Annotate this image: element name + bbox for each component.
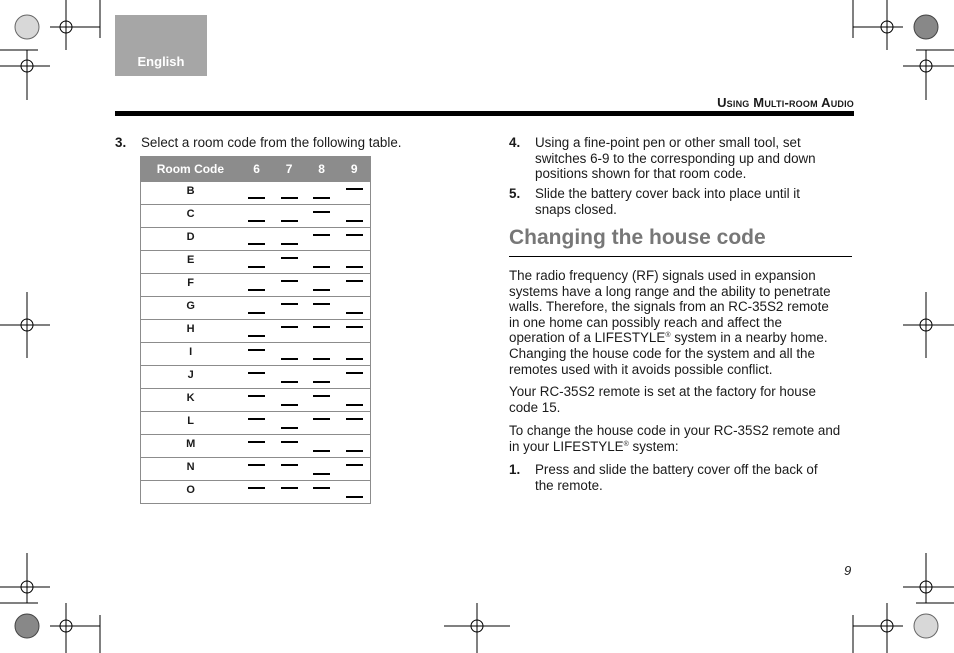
switch-position-down bbox=[313, 473, 330, 475]
switch-cell bbox=[338, 389, 371, 412]
switch-cell bbox=[338, 228, 371, 251]
heading-rule bbox=[509, 256, 852, 257]
switch-cell bbox=[338, 481, 371, 504]
switch-cell bbox=[338, 412, 371, 435]
switch-position-up bbox=[281, 487, 298, 489]
switch-cell bbox=[338, 274, 371, 297]
table-row bbox=[141, 297, 371, 320]
language-tab: English bbox=[115, 15, 207, 76]
step-line: positions shown for that room code. bbox=[535, 166, 747, 182]
paragraph-rf-signals bbox=[509, 268, 854, 377]
switch-cell bbox=[305, 320, 338, 343]
registered-mark: ® bbox=[665, 332, 671, 340]
switch-position-up bbox=[313, 303, 330, 305]
table-row bbox=[141, 366, 371, 389]
table-row bbox=[141, 228, 371, 251]
header-rule bbox=[115, 111, 854, 116]
switch-position-down bbox=[313, 197, 330, 199]
switch-position-down bbox=[248, 266, 265, 268]
switch-position-down bbox=[346, 266, 363, 268]
switch-position-up bbox=[281, 464, 298, 466]
switch-position-down bbox=[248, 220, 265, 222]
switch-position-up bbox=[281, 303, 298, 305]
table-row bbox=[141, 412, 371, 435]
switch-position-up bbox=[281, 280, 298, 282]
switch-position-down bbox=[281, 404, 298, 406]
switch-cell bbox=[305, 435, 338, 458]
switch-position-down bbox=[281, 427, 298, 429]
switch-cell bbox=[305, 481, 338, 504]
switch-cell bbox=[273, 366, 306, 389]
switch-cell bbox=[305, 182, 338, 205]
column-header: 7 bbox=[273, 157, 306, 182]
switch-cell bbox=[240, 274, 273, 297]
switch-cell bbox=[273, 320, 306, 343]
switch-position-down bbox=[313, 358, 330, 360]
switch-cell bbox=[305, 251, 338, 274]
switch-position-up bbox=[248, 349, 265, 351]
switch-position-up bbox=[313, 418, 330, 420]
switch-cell bbox=[338, 182, 371, 205]
para-line: systems have a long range and the ability to penetrate bbox=[509, 283, 831, 299]
switch-position-down bbox=[281, 220, 298, 222]
step-number: 1. bbox=[509, 462, 521, 477]
step-text bbox=[535, 462, 818, 493]
switch-cell bbox=[273, 412, 306, 435]
table-row bbox=[141, 343, 371, 366]
table-body bbox=[141, 182, 371, 504]
switch-position-down bbox=[281, 381, 298, 383]
switch-cell bbox=[273, 481, 306, 504]
room-code-cell: B bbox=[141, 182, 241, 205]
switch-position-down bbox=[248, 243, 265, 245]
switch-position-down bbox=[346, 496, 363, 498]
switch-position-up bbox=[248, 441, 265, 443]
switch-position-down bbox=[248, 197, 265, 199]
switch-cell bbox=[240, 389, 273, 412]
switch-position-down bbox=[313, 289, 330, 291]
switch-position-up bbox=[248, 418, 265, 420]
step-line: the remote. bbox=[535, 477, 603, 493]
step-number: 5. bbox=[509, 186, 521, 201]
step-text: Select a room code from the following table. bbox=[141, 135, 402, 150]
switch-position-up bbox=[248, 395, 265, 397]
para-line: code 15. bbox=[509, 399, 561, 415]
switch-position-down bbox=[346, 220, 363, 222]
table-row bbox=[141, 182, 371, 205]
paragraph-change-intro bbox=[509, 423, 854, 454]
switch-cell bbox=[240, 458, 273, 481]
switch-position-up bbox=[281, 257, 298, 259]
para-line: in your LIFESTYLE bbox=[509, 438, 624, 454]
switch-cell bbox=[305, 389, 338, 412]
table-row bbox=[141, 481, 371, 504]
room-code-cell: N bbox=[141, 458, 241, 481]
page-number: 9 bbox=[844, 563, 852, 578]
para-line: Your RC-35S2 remote is set at the factory for house bbox=[509, 384, 816, 399]
switch-cell bbox=[273, 458, 306, 481]
switch-cell bbox=[240, 228, 273, 251]
room-code-cell: F bbox=[141, 274, 241, 297]
switch-cell bbox=[305, 366, 338, 389]
switch-position-down bbox=[346, 358, 363, 360]
switch-cell bbox=[338, 297, 371, 320]
switch-position-up bbox=[313, 234, 330, 236]
switch-position-up bbox=[346, 326, 363, 328]
switch-cell bbox=[338, 343, 371, 366]
switch-cell bbox=[273, 389, 306, 412]
room-code-cell: E bbox=[141, 251, 241, 274]
switch-position-up bbox=[346, 418, 363, 420]
switch-position-up bbox=[281, 441, 298, 443]
switch-cell bbox=[240, 320, 273, 343]
step-line: snaps closed. bbox=[535, 201, 617, 217]
para-line: Changing the house code for the system and all the bbox=[509, 345, 815, 361]
registered-mark: ® bbox=[623, 440, 629, 448]
column-header: 8 bbox=[305, 157, 338, 182]
switch-position-up bbox=[313, 487, 330, 489]
para-line: walls. Therefore, the signals from an RC-35S2 remote bbox=[509, 299, 829, 315]
switch-position-down bbox=[346, 404, 363, 406]
column-header: 6 bbox=[240, 157, 273, 182]
switch-cell bbox=[305, 343, 338, 366]
switch-cell bbox=[305, 412, 338, 435]
table-row bbox=[141, 274, 371, 297]
switch-cell bbox=[273, 297, 306, 320]
switch-cell bbox=[240, 412, 273, 435]
switch-cell bbox=[338, 435, 371, 458]
switch-cell bbox=[273, 343, 306, 366]
switch-position-down bbox=[346, 312, 363, 314]
switch-cell bbox=[305, 205, 338, 228]
switch-cell bbox=[273, 274, 306, 297]
switch-position-up bbox=[248, 487, 265, 489]
room-code-cell: L bbox=[141, 412, 241, 435]
step-text bbox=[535, 135, 816, 182]
para-line: system in a nearby home. bbox=[670, 330, 828, 346]
step-line: switches 6-9 to the corresponding up and down bbox=[535, 150, 816, 166]
room-code-cell: M bbox=[141, 435, 241, 458]
switch-cell bbox=[305, 297, 338, 320]
switch-cell bbox=[273, 435, 306, 458]
switch-cell bbox=[338, 251, 371, 274]
para-line: system: bbox=[628, 438, 679, 454]
switch-cell bbox=[273, 251, 306, 274]
table-row bbox=[141, 320, 371, 343]
para-line: The radio frequency (RF) signals used in expansion bbox=[509, 268, 816, 283]
switch-position-up bbox=[313, 211, 330, 213]
switch-position-down bbox=[281, 358, 298, 360]
switch-cell bbox=[273, 228, 306, 251]
room-code-cell: K bbox=[141, 389, 241, 412]
para-line: To change the house code in your RC-35S2 remote and bbox=[509, 423, 841, 438]
table-header-row bbox=[141, 157, 371, 182]
step-text bbox=[535, 186, 800, 217]
switch-cell bbox=[240, 435, 273, 458]
para-line: operation of a LIFESTYLE bbox=[509, 330, 666, 346]
switch-cell bbox=[338, 366, 371, 389]
para-line: in one home can possibly reach and affect the bbox=[509, 314, 782, 330]
switch-position-up bbox=[248, 372, 265, 374]
room-code-table bbox=[140, 156, 371, 504]
table-row bbox=[141, 205, 371, 228]
switch-position-up bbox=[248, 464, 265, 466]
switch-position-up bbox=[346, 234, 363, 236]
step-line: Using a fine-point pen or other small tool, set bbox=[535, 135, 801, 150]
room-code-cell: H bbox=[141, 320, 241, 343]
room-code-cell: O bbox=[141, 481, 241, 504]
table-row bbox=[141, 251, 371, 274]
switch-cell bbox=[338, 205, 371, 228]
switch-position-up bbox=[346, 372, 363, 374]
switch-cell bbox=[305, 458, 338, 481]
section-heading: Changing the house code bbox=[509, 226, 766, 249]
switch-position-down bbox=[313, 450, 330, 452]
switch-position-up bbox=[313, 395, 330, 397]
step-number: 4. bbox=[509, 135, 521, 150]
column-header: 9 bbox=[338, 157, 371, 182]
switch-position-up bbox=[346, 280, 363, 282]
switch-cell bbox=[240, 343, 273, 366]
column-header: Room Code bbox=[141, 157, 241, 182]
para-line: remotes used with it avoids possible conflict. bbox=[509, 361, 773, 377]
switch-position-up bbox=[281, 326, 298, 328]
step-number: 3. bbox=[115, 135, 127, 150]
switch-position-down bbox=[281, 243, 298, 245]
switch-cell bbox=[240, 205, 273, 228]
switch-position-down bbox=[313, 381, 330, 383]
switch-cell bbox=[305, 228, 338, 251]
switch-cell bbox=[240, 481, 273, 504]
table-row bbox=[141, 435, 371, 458]
switch-position-down bbox=[248, 289, 265, 291]
paragraph-factory-code bbox=[509, 384, 854, 415]
switch-position-down bbox=[313, 266, 330, 268]
room-code-cell: I bbox=[141, 343, 241, 366]
table-row bbox=[141, 458, 371, 481]
switch-position-down bbox=[281, 197, 298, 199]
step-line: Press and slide the battery cover off the back of bbox=[535, 462, 818, 477]
room-code-cell: G bbox=[141, 297, 241, 320]
room-code-cell: J bbox=[141, 366, 241, 389]
switch-cell bbox=[273, 205, 306, 228]
switch-position-down bbox=[248, 312, 265, 314]
switch-position-up bbox=[346, 464, 363, 466]
switch-cell bbox=[240, 182, 273, 205]
switch-position-down bbox=[346, 450, 363, 452]
section-header: Using Multi-room Audio bbox=[717, 95, 854, 110]
switch-cell bbox=[338, 458, 371, 481]
switch-cell bbox=[240, 297, 273, 320]
switch-cell bbox=[240, 366, 273, 389]
room-code-cell: C bbox=[141, 205, 241, 228]
switch-cell bbox=[273, 182, 306, 205]
room-code-cell: D bbox=[141, 228, 241, 251]
switch-cell bbox=[338, 320, 371, 343]
switch-cell bbox=[305, 274, 338, 297]
switch-position-up bbox=[346, 188, 363, 190]
switch-cell bbox=[240, 251, 273, 274]
switch-position-down bbox=[248, 335, 265, 337]
table-row bbox=[141, 389, 371, 412]
switch-position-up bbox=[313, 326, 330, 328]
step-line: Slide the battery cover back into place until it bbox=[535, 186, 800, 201]
